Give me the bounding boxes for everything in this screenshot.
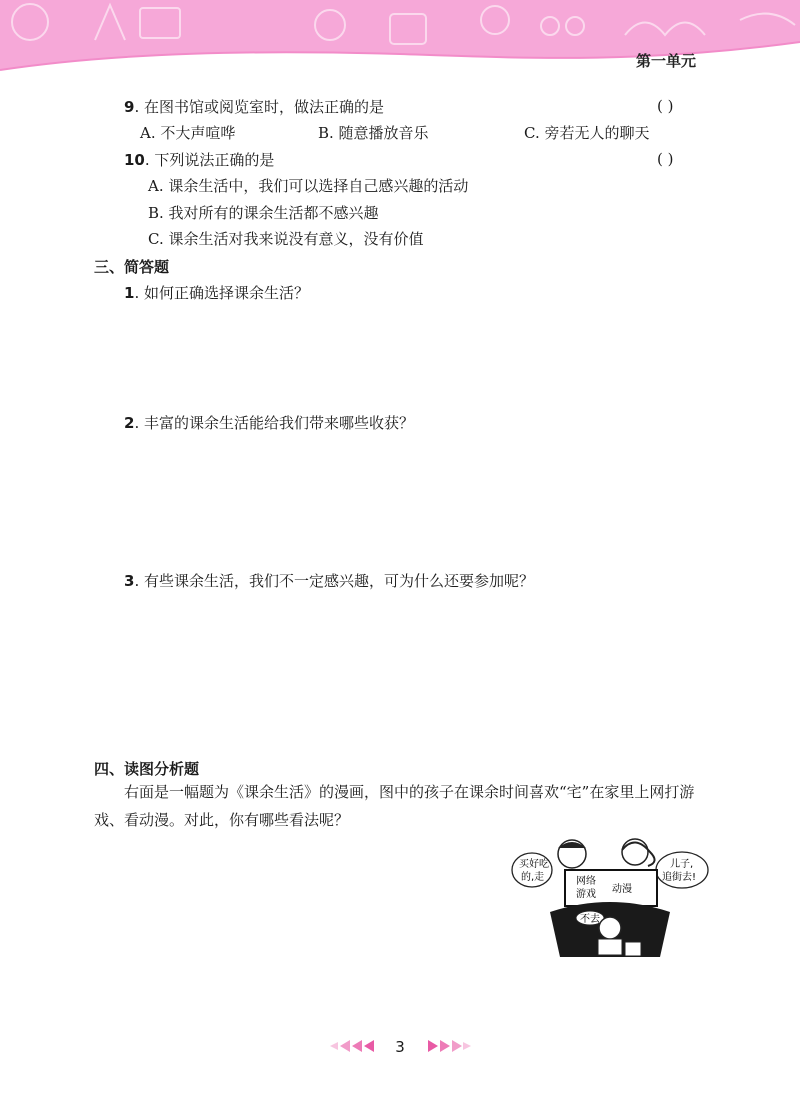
option-b: B. 随意播放音乐 bbox=[318, 124, 429, 142]
right-bubble-line-2: 追街去! bbox=[662, 872, 697, 883]
analysis-paragraph: 右面是一幅题为《课余生活》的漫画，图中的孩子在课余时间喜欢“宅”在家里上网打游戏、看动漫。对此，你有哪些看法呢？ bbox=[94, 783, 695, 829]
option-b: B. 我对所有的课余生活都不感兴趣 bbox=[148, 204, 379, 222]
option-a: A. 课余生活中，我们可以选择自己感兴趣的活动 bbox=[148, 177, 469, 195]
screen-label-1: 网络 bbox=[576, 876, 596, 887]
question-number: 10 bbox=[124, 151, 145, 169]
question-number: 9 bbox=[124, 98, 135, 116]
question-number: 2 bbox=[124, 414, 135, 432]
cartoon-drawing bbox=[510, 832, 710, 962]
question-text: . 丰富的课余生活能给我们带来哪些收获？ bbox=[134, 414, 414, 432]
snack-box bbox=[625, 942, 641, 956]
section-title: 三、简答题 bbox=[94, 258, 170, 276]
right-arrow-icon bbox=[428, 1040, 438, 1052]
option-c: C. 旁若无人的聊天 bbox=[524, 124, 650, 142]
section-title: 四、读图分析题 bbox=[94, 760, 200, 778]
question-text: . 有些课余生活，我们不一定感兴趣，可为什么还要参加呢？ bbox=[134, 572, 534, 590]
cartoon-illustration bbox=[510, 832, 710, 962]
question-number: 1 bbox=[124, 284, 135, 302]
left-bubble-line-1: 买好吃 bbox=[519, 859, 549, 870]
page-header bbox=[0, 0, 800, 90]
question-10 bbox=[124, 150, 274, 170]
kid-speech: 不去 bbox=[580, 914, 600, 925]
left-bubble-line-2: 的,走 bbox=[521, 872, 545, 883]
kid-head bbox=[599, 917, 621, 939]
answer-blank[interactable]: ( ) bbox=[657, 97, 674, 115]
option-a: A. 不大声喧哗 bbox=[140, 124, 236, 142]
kid-body bbox=[598, 939, 622, 955]
answer-blank[interactable]: ( ) bbox=[657, 150, 674, 168]
question-stem: . 下列说法正确的是 bbox=[144, 151, 275, 169]
question-9 bbox=[124, 97, 384, 117]
right-bubble-line-1: 儿子, bbox=[670, 859, 694, 870]
short-answer-1 bbox=[124, 283, 309, 303]
question-number: 3 bbox=[124, 572, 135, 590]
short-answer-3 bbox=[124, 571, 534, 591]
option-c: C. 课余生活对我来说没有意义，没有价值 bbox=[148, 230, 424, 248]
unit-label: 第一单元 bbox=[635, 52, 696, 70]
page-number: 3 bbox=[395, 1038, 405, 1056]
header-banner bbox=[0, 0, 800, 90]
question-text: . 如何正确选择课余生活？ bbox=[134, 284, 309, 302]
short-answer-2 bbox=[124, 413, 414, 433]
screen-label-3: 动漫 bbox=[612, 884, 632, 895]
question-stem: . 在图书馆或阅览室时，做法正确的是 bbox=[134, 98, 384, 116]
screen-label-2: 游戏 bbox=[576, 889, 596, 900]
left-arrow-icon bbox=[330, 1042, 338, 1050]
